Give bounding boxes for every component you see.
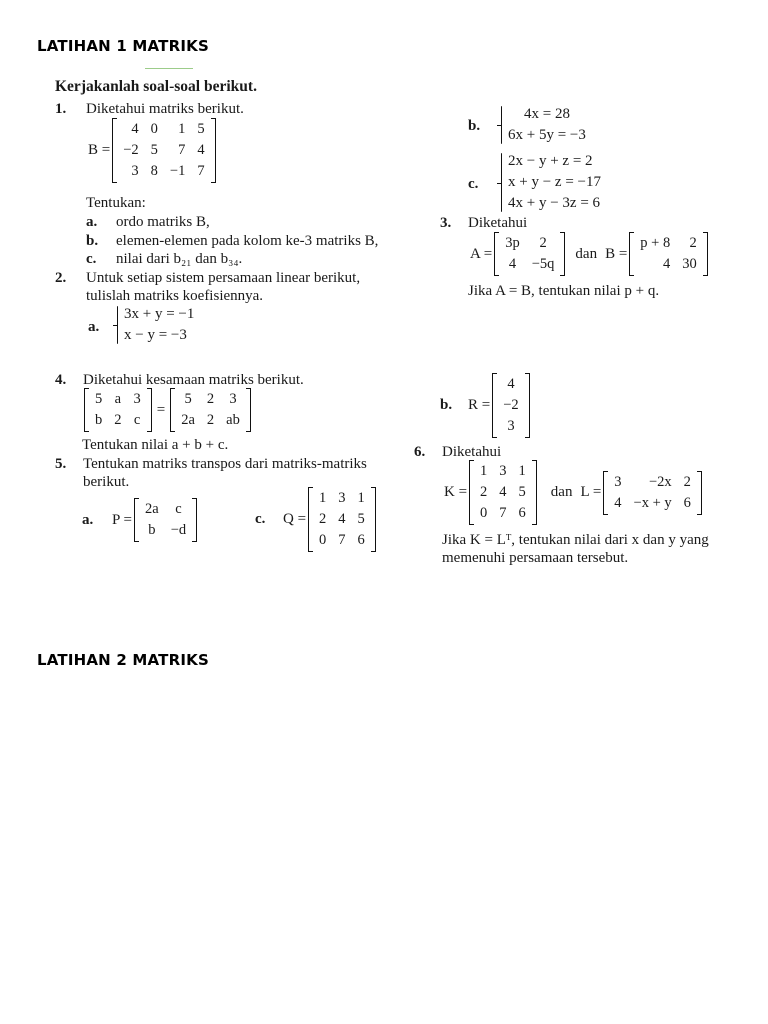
dan-text: dan	[575, 245, 598, 262]
q5-text-2: berikut.	[83, 474, 130, 490]
matrix-cell: 3	[133, 391, 141, 407]
matrix-cell: −d	[170, 522, 187, 538]
matrix-cell: 7	[178, 142, 186, 158]
matrix-p	[134, 498, 197, 542]
q1-item-a-text: ordo matriks B,	[116, 214, 210, 230]
matrix-cell: ab	[226, 412, 240, 428]
q1-item-a-label: a.	[86, 214, 98, 230]
matrix-a-name: A =	[470, 245, 493, 262]
q2-b-system	[498, 104, 586, 146]
equation: x − y = −3	[124, 327, 187, 343]
q6-text: Diketahui	[442, 444, 502, 460]
matrix-cell: 4	[499, 484, 507, 500]
matrix-b-q3	[629, 232, 707, 276]
matrix-cell: 4	[197, 142, 205, 158]
matrix-cell: p + 8	[640, 235, 671, 251]
matrix-b-name: B =	[605, 245, 628, 262]
matrix-cell: a	[114, 391, 122, 407]
matrix-cell: 4	[338, 511, 346, 527]
q1-number: 1.	[55, 101, 67, 117]
q5-c-block	[255, 487, 378, 552]
matrix-cell: 3	[614, 473, 622, 490]
matrix-cell: c	[133, 412, 141, 428]
q2-c-system	[498, 151, 601, 214]
q1-tentukan: Tentukan:	[86, 195, 146, 211]
q3-text: Diketahui	[468, 215, 528, 231]
matrix-a	[494, 232, 565, 276]
q2-text-1: Untuk setiap sistem persamaan linear berikut,	[86, 270, 361, 286]
q6-question-2: memenuhi persamaan tersebut.	[442, 550, 629, 566]
matrix-cell: 5	[357, 511, 365, 527]
q1-item-b-text: elemen-elemen pada kolom ke-3 matriks B,	[116, 233, 379, 249]
matrix-cell: 8	[150, 163, 158, 179]
matrix-left	[84, 388, 152, 432]
q1-text: Diketahui matriks berikut.	[86, 101, 244, 117]
matrix-cell: 30	[682, 256, 697, 272]
matrix-cell: 0	[150, 121, 158, 137]
q6-number: 6.	[414, 444, 426, 460]
matrix-cell: 5	[197, 121, 205, 137]
q1-matrix-block	[88, 118, 218, 183]
q5-a-block	[82, 498, 199, 542]
q5-c-label: c.	[255, 511, 266, 527]
q2-text-2: tulislah matriks koefisiennya.	[86, 288, 264, 304]
matrix-cell: 4	[662, 256, 671, 272]
matrix-cell: 4	[507, 376, 515, 392]
matrix-cell: b	[95, 412, 103, 428]
matrix-cell: 2a	[181, 412, 195, 428]
heading-latihan-1: LATIHAN 1 MATRIKS	[37, 37, 209, 55]
matrix-b	[112, 118, 215, 183]
matrix-cell: 1	[357, 490, 365, 506]
matrix-cell: 7	[338, 532, 346, 548]
matrix-r-name: R =	[468, 397, 491, 413]
q2-c-label: c.	[468, 176, 479, 192]
matrix-cell: −2	[503, 397, 519, 413]
matrix-cell: 3	[338, 490, 346, 506]
q5-b-block	[440, 373, 532, 438]
q4-question: Tentukan nilai a + b + c.	[82, 437, 229, 453]
matrix-cell: 2	[683, 473, 691, 490]
matrix-cell: 1	[178, 121, 186, 137]
matrix-cell: −1	[169, 163, 186, 179]
brace-icon	[498, 151, 504, 214]
matrix-cell: 4	[508, 256, 517, 272]
matrix-cell: 6	[357, 532, 365, 548]
matrix-q-name: Q =	[283, 511, 307, 527]
equation: 6x + 5y = −3	[508, 127, 586, 143]
q2-b-label: b.	[468, 118, 481, 134]
brace-icon	[498, 104, 504, 146]
matrix-k-name: K =	[444, 484, 468, 500]
q1-item-c-label: c.	[86, 251, 97, 267]
matrix-cell: 3	[131, 163, 139, 179]
matrix-cell: 0	[319, 532, 327, 548]
q2-number: 2.	[55, 270, 67, 286]
q2-a-system	[114, 304, 194, 346]
intro-text: Kerjakanlah soal-soal berikut.	[55, 78, 257, 95]
matrix-p-name: P =	[112, 511, 132, 528]
matrix-cell: 2	[319, 511, 327, 527]
matrix-cell: 3p	[505, 235, 520, 251]
matrix-l	[603, 471, 702, 515]
matrix-right	[170, 388, 251, 432]
matrix-cell: 5	[518, 484, 526, 500]
matrix-cell: 2	[114, 412, 122, 428]
matrix-cell: 6	[518, 505, 526, 521]
matrix-cell: 1	[480, 463, 488, 479]
equation: 2x − y + z = 2	[508, 153, 593, 169]
matrix-cell: −2	[123, 142, 139, 158]
matrix-cell: −5q	[531, 256, 555, 272]
matrix-cell: 5	[184, 391, 192, 407]
matrix-q	[308, 487, 376, 552]
q4-text: Diketahui kesamaan matriks berikut.	[83, 372, 304, 388]
matrix-cell: 3	[229, 391, 237, 407]
matrix-cell: c	[175, 501, 182, 517]
equation: 4x + y − 3z = 6	[508, 195, 601, 211]
matrix-cell: 2a	[145, 501, 159, 517]
matrix-cell: −2x	[648, 473, 672, 490]
matrix-r	[492, 373, 529, 438]
matrix-cell: 3	[499, 463, 507, 479]
matrix-cell: 7	[197, 163, 205, 179]
matrix-cell: b	[148, 522, 156, 538]
matrix-cell: 1	[319, 490, 327, 506]
q5-b-label: b.	[440, 397, 453, 413]
q2-a-label: a.	[88, 319, 100, 335]
equals-sign: =	[156, 401, 166, 418]
matrix-cell: 1	[518, 463, 526, 479]
matrix-cell: 3	[507, 418, 515, 434]
q4-matrices	[82, 388, 253, 432]
q6-matrices	[444, 460, 704, 525]
q1-item-b-label: b.	[86, 233, 99, 249]
heading-latihan-2: LATIHAN 2 MATRIKS	[37, 651, 209, 669]
matrix-cell: 2	[480, 484, 488, 500]
q3-matrices	[470, 232, 710, 276]
matrix-cell: 5	[95, 391, 103, 407]
matrix-cell: 2	[206, 412, 215, 428]
equation: 4x = 28	[524, 106, 570, 122]
q4-number: 4.	[55, 372, 67, 388]
matrix-cell: 4	[131, 121, 139, 137]
matrix-cell: 6	[683, 494, 691, 511]
matrix-cell: 2	[206, 391, 215, 407]
matrix-cell: 7	[499, 505, 507, 521]
decorative-rule	[145, 68, 193, 69]
q5-a-label: a.	[82, 511, 94, 528]
dan-text: dan	[550, 484, 573, 500]
matrix-k	[469, 460, 537, 525]
q1-matrix-name: B =	[88, 142, 111, 158]
q3-question: Jika A = B, tentukan nilai p + q.	[468, 283, 660, 299]
q6-question-1: Jika K = Lᵀ, tentukan nilai dari x dan y yang	[442, 532, 709, 548]
matrix-cell: 5	[150, 142, 158, 158]
q5-text-1: Tentukan matriks transpos dari matriks-matriks	[83, 456, 367, 472]
q1-item-c-text: nilai dari b₂₁ dan b₃₄.	[116, 251, 243, 267]
brace-icon	[114, 304, 120, 346]
q3-number: 3.	[440, 215, 452, 231]
equation: 3x + y = −1	[124, 306, 195, 322]
matrix-cell: 0	[480, 505, 488, 521]
q5-number: 5.	[55, 456, 67, 472]
matrix-cell: 4	[614, 494, 622, 511]
matrix-l-name: L =	[580, 484, 602, 500]
matrix-cell: −x + y	[633, 494, 672, 511]
equation: x + y − z = −17	[508, 174, 601, 190]
matrix-cell: 2	[539, 235, 547, 251]
matrix-cell: 2	[689, 235, 697, 251]
